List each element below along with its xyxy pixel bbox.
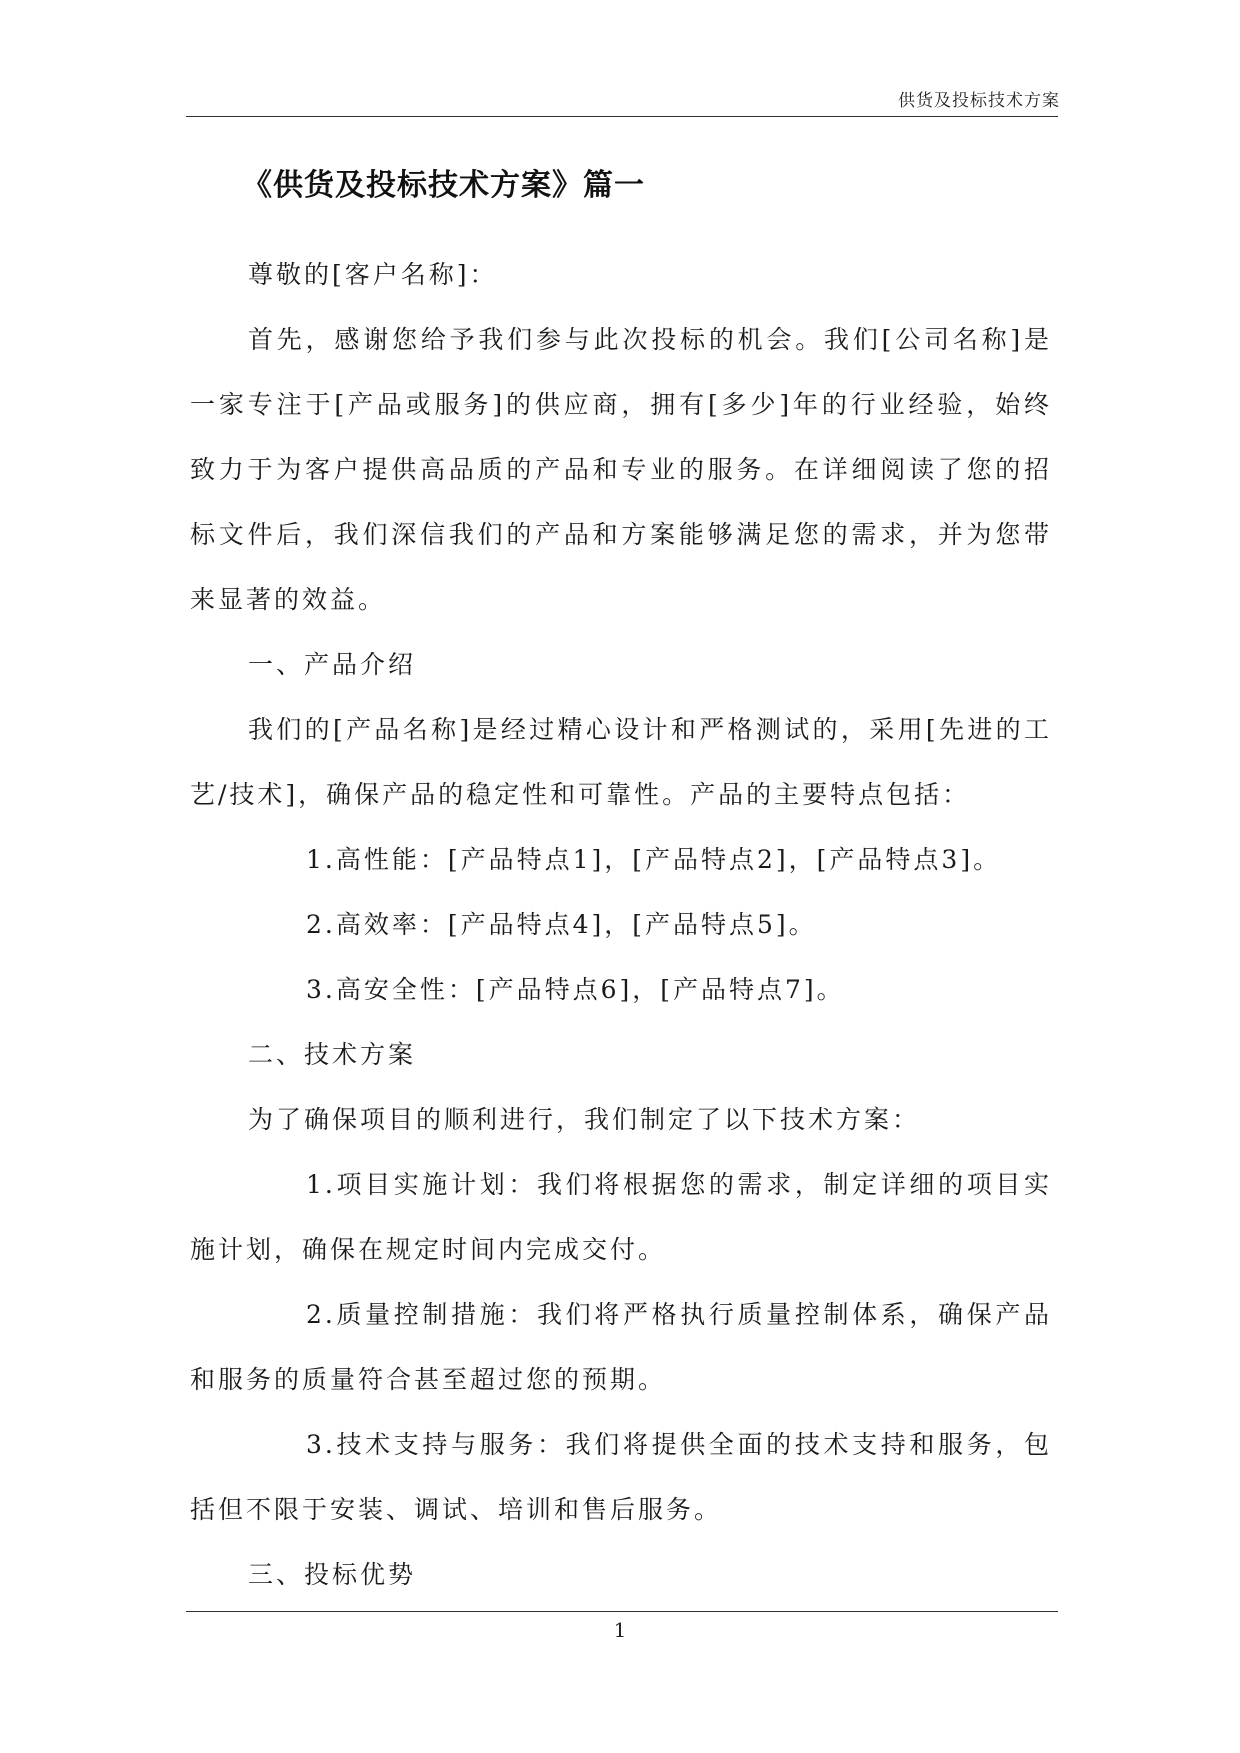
technical-plan-item: 1.项目实施计划：我们将根据您的需求，制定详细的项目实施计划，确保在规定时间内完成交付。 [190,1170,1052,1264]
intro-paragraph: 首先，感谢您给予我们参与此次投标的机会。我们[公司名称]是一家专注于[产品或服务]的供应商，拥有[多少]年的行业经验，始终致力于为客户提供高品质的产品和专业的服务。在详细阅读了您的招标文件后，我们深信我们的产品和方案能够满足您的需求，并为您带来显著的效益。 [190,325,1052,614]
running-header: 供货及投标技术方案 [898,91,1060,111]
salutation: 尊敬的[客户名称]： [248,260,498,289]
document-body [190,242,1052,1607]
section-heading-advantages: 三、投标优势 [248,1560,417,1589]
product-feature-item: 2.高效率：[产品特点4]，[产品特点5]。 [306,910,817,939]
product-paragraph: 我们的[产品名称]是经过精心设计和严格测试的，采用[先进的工艺/技术]，确保产品的稳定性和可靠性。产品的主要特点包括： [190,715,1052,809]
section-heading-technical: 二、技术方案 [248,1040,417,1069]
header-divider [186,116,1058,117]
technical-plan-item: 2.质量控制措施：我们将严格执行质量控制体系，确保产品和服务的质量符合甚至超过您的预期。 [190,1300,1052,1394]
footer-divider [186,1611,1058,1612]
section-heading-product: 一、产品介绍 [248,650,417,679]
page-number: 1 [613,1618,627,1642]
technical-plan-item: 3.技术支持与服务：我们将提供全面的技术支持和服务，包括但不限于安装、调试、培训和售后服务。 [190,1430,1052,1524]
document-title: 《供货及投标技术方案》篇一 [242,168,645,203]
product-feature-item: 3.高安全性：[产品特点6]，[产品特点7]。 [306,975,845,1004]
product-feature-item: 1.高性能：[产品特点1]，[产品特点2]，[产品特点3]。 [306,845,1002,874]
technical-paragraph: 为了确保项目的顺利进行，我们制定了以下技术方案： [248,1105,921,1134]
